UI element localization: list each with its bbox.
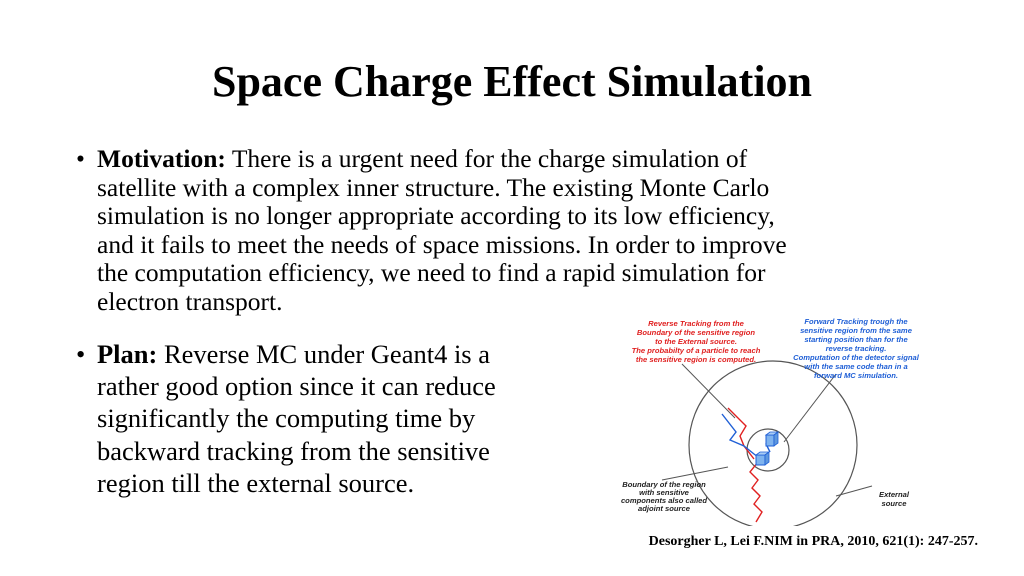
- bullet-line: significantly the computing time by: [97, 403, 476, 434]
- svg-text:the sensitive region is comput: the sensitive region is computed.: [635, 355, 757, 364]
- bullet-line: region till the external source.: [97, 467, 415, 498]
- svg-text:to the External source.: to the External source.: [655, 337, 737, 346]
- svg-text:forward MC simulation.: forward MC simulation.: [814, 371, 898, 380]
- sensitive-component: [756, 452, 769, 465]
- bullet-line: Motivation: There is a urgent need for the charge simulation of: [97, 144, 748, 173]
- reverse-track: [750, 462, 762, 522]
- sensitive-component: [766, 432, 778, 446]
- adjoint-source-label: [621, 480, 707, 513]
- bullet-line: simulation is no longer appropriate according to its low efficiency,: [97, 201, 775, 231]
- svg-text:adjoint source: adjoint source: [638, 504, 690, 513]
- svg-text:starting position than for the: starting position than for the: [804, 335, 908, 344]
- reverse-tracking-label: [632, 319, 761, 364]
- external-source-label: [879, 490, 910, 508]
- bullet-label: Plan:: [97, 339, 158, 369]
- bullet-line: electron transport.: [97, 286, 283, 316]
- bullet-line: Plan: Reverse MC under Geant4 is a: [97, 339, 491, 369]
- svg-text:External: External: [879, 490, 909, 499]
- svg-text:Boundary of the sensitive regi: Boundary of the sensitive region: [636, 328, 756, 337]
- svg-text:The probabilty of a particle t: The probabilty of a particle to reach: [631, 346, 761, 355]
- svg-text:components also called: components also called: [620, 496, 708, 505]
- svg-text:Computation of the detector si: Computation of the detector signal: [793, 353, 919, 362]
- slide-title: Space Charge Effect Simulation: [211, 57, 813, 106]
- svg-text:Reverse Tracking from the: Reverse Tracking from the: [648, 319, 744, 328]
- bullet-line: backward tracking from the sensitive: [97, 435, 490, 466]
- reverse-leader-line: [682, 364, 735, 418]
- bullet-line: satellite with a complex inner structure. The existing Monte Carlo: [97, 172, 770, 202]
- bullet-label: Motivation:: [97, 144, 226, 173]
- bullet-symbol: •: [76, 339, 86, 369]
- citation: Desorgher L, Lei F.NIM in PRA, 2010, 621(1): 247-257.: [648, 534, 978, 549]
- svg-text:with the same code than in a: with the same code than in a: [804, 362, 908, 371]
- svg-text:reverse tracking.: reverse tracking.: [825, 344, 887, 353]
- svg-text:with sensitive: with sensitive: [639, 488, 689, 497]
- bullet-line: the computation efficiency, we need to find a rapid simulation for: [97, 258, 766, 288]
- bullet-line: and it fails to meet the needs of space missions. In order to improve: [97, 229, 787, 259]
- svg-text:Forward Tracking trough the: Forward Tracking trough the: [804, 317, 908, 326]
- bullet-symbol: •: [76, 144, 85, 173]
- svg-text:source: source: [881, 499, 907, 508]
- source-leader-line: [836, 486, 872, 496]
- reverse-mc-diagram: [604, 312, 944, 526]
- boundary-leader-line: [662, 467, 728, 480]
- bullet-line: rather good option since it can reduce: [97, 371, 496, 402]
- svg-text:Boundary of the region: Boundary of the region: [622, 480, 706, 489]
- forward-track: [722, 414, 762, 460]
- forward-leader-line: [784, 374, 836, 442]
- svg-text:sensitive region from the sam: sensitive region from the same: [800, 326, 912, 335]
- forward-tracking-label: [793, 317, 920, 380]
